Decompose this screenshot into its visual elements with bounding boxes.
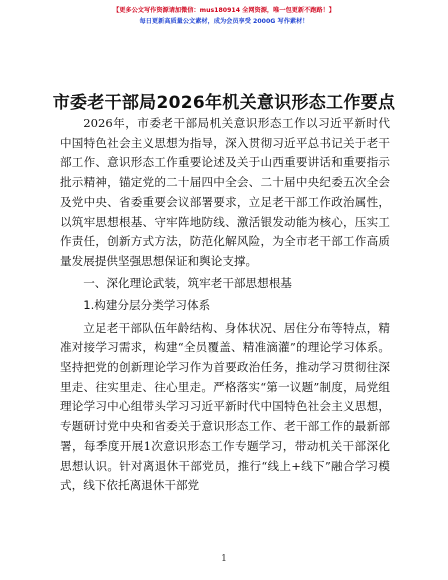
promo-line-2: 每日更新高质量公文素材，成为会员享受 2000G 写作素材！ [139, 18, 309, 25]
promo-line-1: 【更多公文写作资源请加微信：mus180914 全网资源，唯一包更新不跑路！】 [113, 7, 335, 14]
page-number: 1 [221, 554, 227, 564]
promo-banner [0, 5, 448, 27]
body-paragraph: 立足老干部队伍年龄结构、身体状况、居住分布等特点，精准对接学习需求，构建“全员覆盖、精准滴灌”的理论学习体系。坚持把党的创新理论学习作为首要政治任务，推动学习贯彻往深里走、往实里走、往心里走。严格落实“第一议题”制度，局党组理论学习中心组带头学习习近平新时代中国特色社会主义思想，专题研讨党中央和省委关于意识形态工作、老干部工作的最新部署，每季度开展1次意识形态工作专题学习，带动机关干部深化思想认识。针对离退休干部党员，推行“线上+线下”融合学习模式，线下依托离退休干部党 [60, 320, 390, 493]
section-heading: 一、深化理论武装，筑牢老干部思想根基 [83, 275, 292, 290]
intro-paragraph: 2026年，市委老干部局机关意识形态工作以习近平新时代中国特色社会主义思想为指导，深入贯彻习近平总书记关于老干部工作、意识形态工作重要论述及关于山西重要讲话和重要指示批示精神，锚定党的二十届四中全会、二十届中央纪委五次全会及党中央、省委重要会议部署要求，立足老干部工作政治属性，以筑牢思想根基、守牢阵地防线、激活银发动能为核心，压实工作责任，创新方式方法，防范化解风险，为全市老干部工作高质量发展提供坚强思想保证和舆论支撑。 [60, 116, 390, 268]
subsection-heading: 1.构建分层分类学习体系 [83, 297, 211, 312]
document-body [60, 114, 390, 496]
document-title: 市委老干部局2026年机关意识形态工作要点 [52, 93, 396, 113]
